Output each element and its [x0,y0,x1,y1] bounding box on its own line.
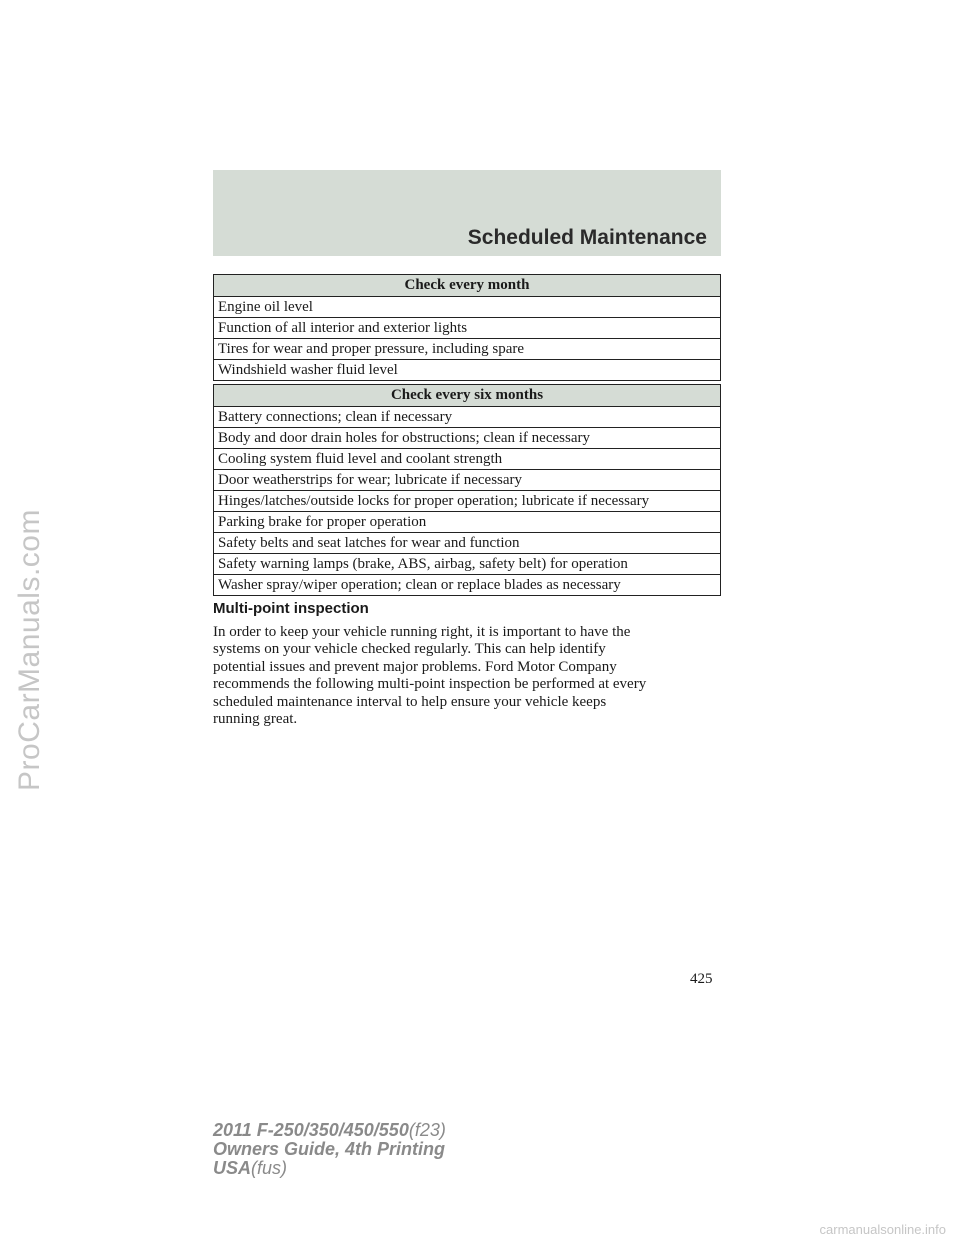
table-header-row [214,385,721,407]
table-row [214,470,721,491]
page-title: Scheduled Maintenance [467,226,707,249]
watermark-side [2,300,58,1000]
table-row [214,407,721,428]
table-heading: Check every month [214,275,721,297]
table-cell: Washer spray/wiper operation; clean or replace blades as necessary [214,575,721,596]
table-cell: Engine oil level [214,297,721,318]
table-row [214,512,721,533]
page-number: 425 [690,971,713,987]
paragraph-line: recommends the following multi-point inspection be performed at every [213,676,647,693]
table-cell: Body and door drain holes for obstructions; clean if necessary [214,428,721,449]
footer-model: 2011 F-250/350/450/550 [213,1120,409,1140]
footer-line [213,1121,446,1140]
table-row [214,554,721,575]
table-cell: Cooling system fluid level and coolant strength [214,449,721,470]
table-row [214,360,721,381]
table-cell: Safety warning lamps (brake, ABS, airbag, safety belt) for operation [214,554,721,575]
footer-line [213,1140,446,1159]
table-heading: Check every six months [214,385,721,407]
paragraph-line: scheduled maintenance interval to help ensure your vehicle keeps [213,693,607,710]
table-row [214,297,721,318]
footer-code: (f23) [408,1120,446,1140]
paragraph-line: potential issues and prevent major problems. Ford Motor Company [213,658,617,675]
paragraph-line: In order to keep your vehicle running right, it is important to have the [213,624,631,640]
footer-line [213,1159,446,1178]
footer-print-info [213,1121,446,1178]
table-row [214,339,721,360]
footer-printing: Owners Guide, 4th Printing [213,1139,446,1159]
table-header-row [214,275,721,297]
body-paragraph [213,624,723,728]
table-cell: Tires for wear and proper pressure, including spare [214,339,721,360]
paragraph-line: running great. [213,711,298,728]
table-cell: Door weatherstrips for wear; lubricate if necessary [214,470,721,491]
page-header [213,170,721,256]
six-month-check-table [213,384,721,596]
watermark-bottom: carmanualsonline.info [819,1222,946,1237]
table-row [214,318,721,339]
table-row [214,575,721,596]
footer-market: USA [213,1158,252,1178]
paragraph-line: systems on your vehicle checked regularly. This can help identify [213,641,606,658]
monthly-check-table [213,274,721,381]
table-cell: Safety belts and seat latches for wear and function [214,533,721,554]
table-row [214,428,721,449]
table-row [214,491,721,512]
table-cell: Parking brake for proper operation [214,512,721,533]
watermark-side-text: ProCarManuals.com [13,509,46,791]
table-cell: Battery connections; clean if necessary [214,407,721,428]
table-row [214,533,721,554]
footer-market-code: (fus) [251,1158,288,1178]
table-cell: Hinges/latches/outside locks for proper operation; lubricate if necessary [214,491,721,512]
table-cell: Windshield washer fluid level [214,360,721,381]
table-row [214,449,721,470]
section-heading: Multi-point inspection [213,600,369,617]
table-cell: Function of all interior and exterior lights [214,318,721,339]
